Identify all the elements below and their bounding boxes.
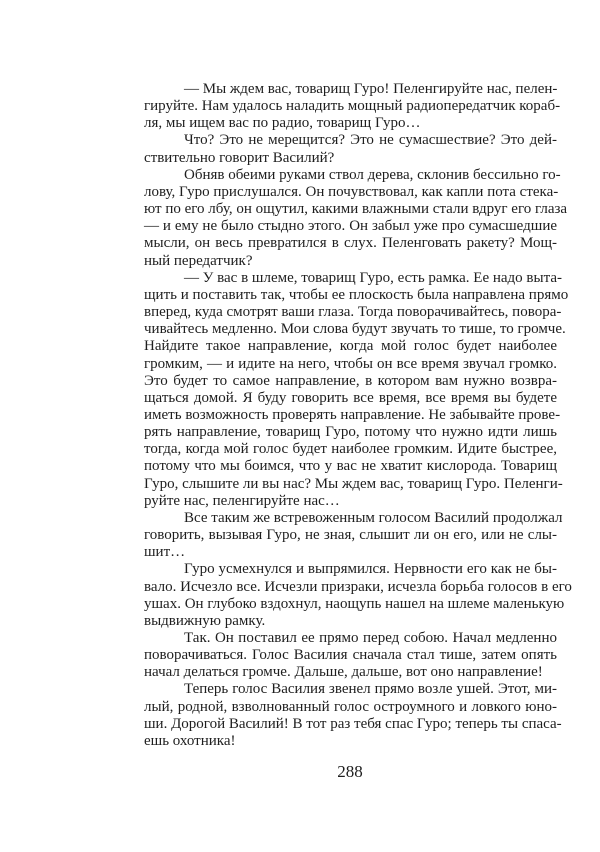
text-line: ный передатчик? (144, 252, 253, 269)
text-line: потому что мы боимся, что у вас не хватит кислорода. Товарищ (144, 458, 557, 475)
text-line: щить и поставить так, чтобы ее плоскость была направлена прямо (144, 286, 569, 303)
paragraph (144, 269, 569, 510)
text-line: ля, мы ищем вас по радио, товарищ Гуро… (144, 115, 421, 132)
text-line: начал делаться громче. Дальше, дальше, вот оно направление! (144, 664, 543, 681)
text-line: вало. Исчезло все. Исчезли призраки, исчезла борьба голосов в его (144, 578, 572, 595)
paragraph (144, 81, 561, 132)
text-line: Все таким же встревоженным голосом Василий продолжал (184, 509, 563, 526)
text-line: рять направление, товарищ Гуро, потому что нужно идти лишь (144, 424, 557, 441)
text-line: вперед, куда смотрят ваши глаза. Тогда поворачивайтесь, повора- (144, 304, 562, 321)
text-line: — и ему не было стыдно этого. Он забыл уже про сумасшедшие (144, 218, 557, 235)
text-line: иметь возможность проверять направление. Не забывайте прове- (144, 406, 561, 423)
text-line: Гуро, слышите ли вы нас? Мы ждем вас, товарищ Гуро. Пеленги- (144, 475, 563, 492)
text-line: руйте нас, пеленгируйте нас… (144, 492, 340, 509)
text-line: мысли, он весь превратился в слух. Пеленговать ракету? Мощ- (144, 235, 557, 252)
body-text (144, 81, 572, 750)
text-line: ешь охотника! (144, 732, 236, 749)
text-line: Что? Это не мерещится? Это не сумасшествие? Это дей- (184, 132, 557, 149)
text-line: громким, — и идите на него, чтобы он все время звучал громко. (144, 355, 557, 372)
text-line: чивайтесь медленно. Мои слова будут звучать то тише, то громче. (144, 321, 566, 338)
text-line: Теперь голос Василия звенел прямо возле ушей. Этот, ми- (184, 681, 557, 698)
paragraph (144, 132, 557, 166)
text-line: ши. Дорогой Василий! В тот раз тебя спас Гуро; теперь ты спаса- (144, 715, 562, 732)
text-line: говорить, вызывая Гуро, не зная, слышит ли он его, или не слы- (144, 527, 557, 544)
text-line: лову, Гуро прислушался. Он почувствовал, как капли пота стека- (144, 183, 559, 200)
text-line: ствительно говорит Василий? (144, 149, 335, 166)
text-line: ют по его лбу, он ощутил, какими влажными стали вдруг его глаза (144, 201, 568, 218)
paragraph (144, 630, 557, 681)
text-line: шит… (144, 544, 186, 561)
paragraph (144, 561, 572, 630)
text-line: Обняв обеими руками ствол дерева, склонив бессильно го- (184, 166, 561, 183)
text-line: Гуро усмехнулся и выпрямился. Нервности его как не бы- (184, 561, 557, 578)
text-line: Это будет то самое направление, в котором вам нужно возвра- (144, 372, 557, 389)
text-line: Так. Он поставил ее прямо перед собою. Начал медленно (184, 630, 557, 646)
text-line: ушах. Он глубоко вздохнул, наощупь нашел на шлеме маленькую (144, 595, 565, 612)
text-line: Найдите такое направление, когда мой голос будет наиболее (144, 338, 557, 355)
text-line: тогда, когда мой голос будет наиболее громким. Идите быстрее, (144, 441, 557, 458)
text-line: лый, родной, взволнованный голос остроумного и ловкого юно- (144, 698, 557, 715)
paragraph (144, 681, 562, 750)
text-line: гируйте. Нам удалось наладить мощный радиопередатчик кораб- (144, 98, 561, 115)
paragraph (144, 166, 568, 270)
text-line: — У вас в шлеме, товарищ Гуро, есть рамка. Ее надо выта- (184, 269, 562, 286)
page-number: 288 (337, 762, 363, 781)
paragraph (144, 509, 563, 561)
text-line: — Мы ждем вас, товарищ Гуро! Пеленгируйте нас, пелен- (184, 81, 558, 97)
text-line: щаться домой. Я буду говорить все время, все время вы будете (144, 389, 557, 406)
text-line: выдвижную рамку. (144, 612, 266, 629)
text-line: поворачиваться. Голос Василия сначала стал тише, затем опять (144, 647, 557, 664)
